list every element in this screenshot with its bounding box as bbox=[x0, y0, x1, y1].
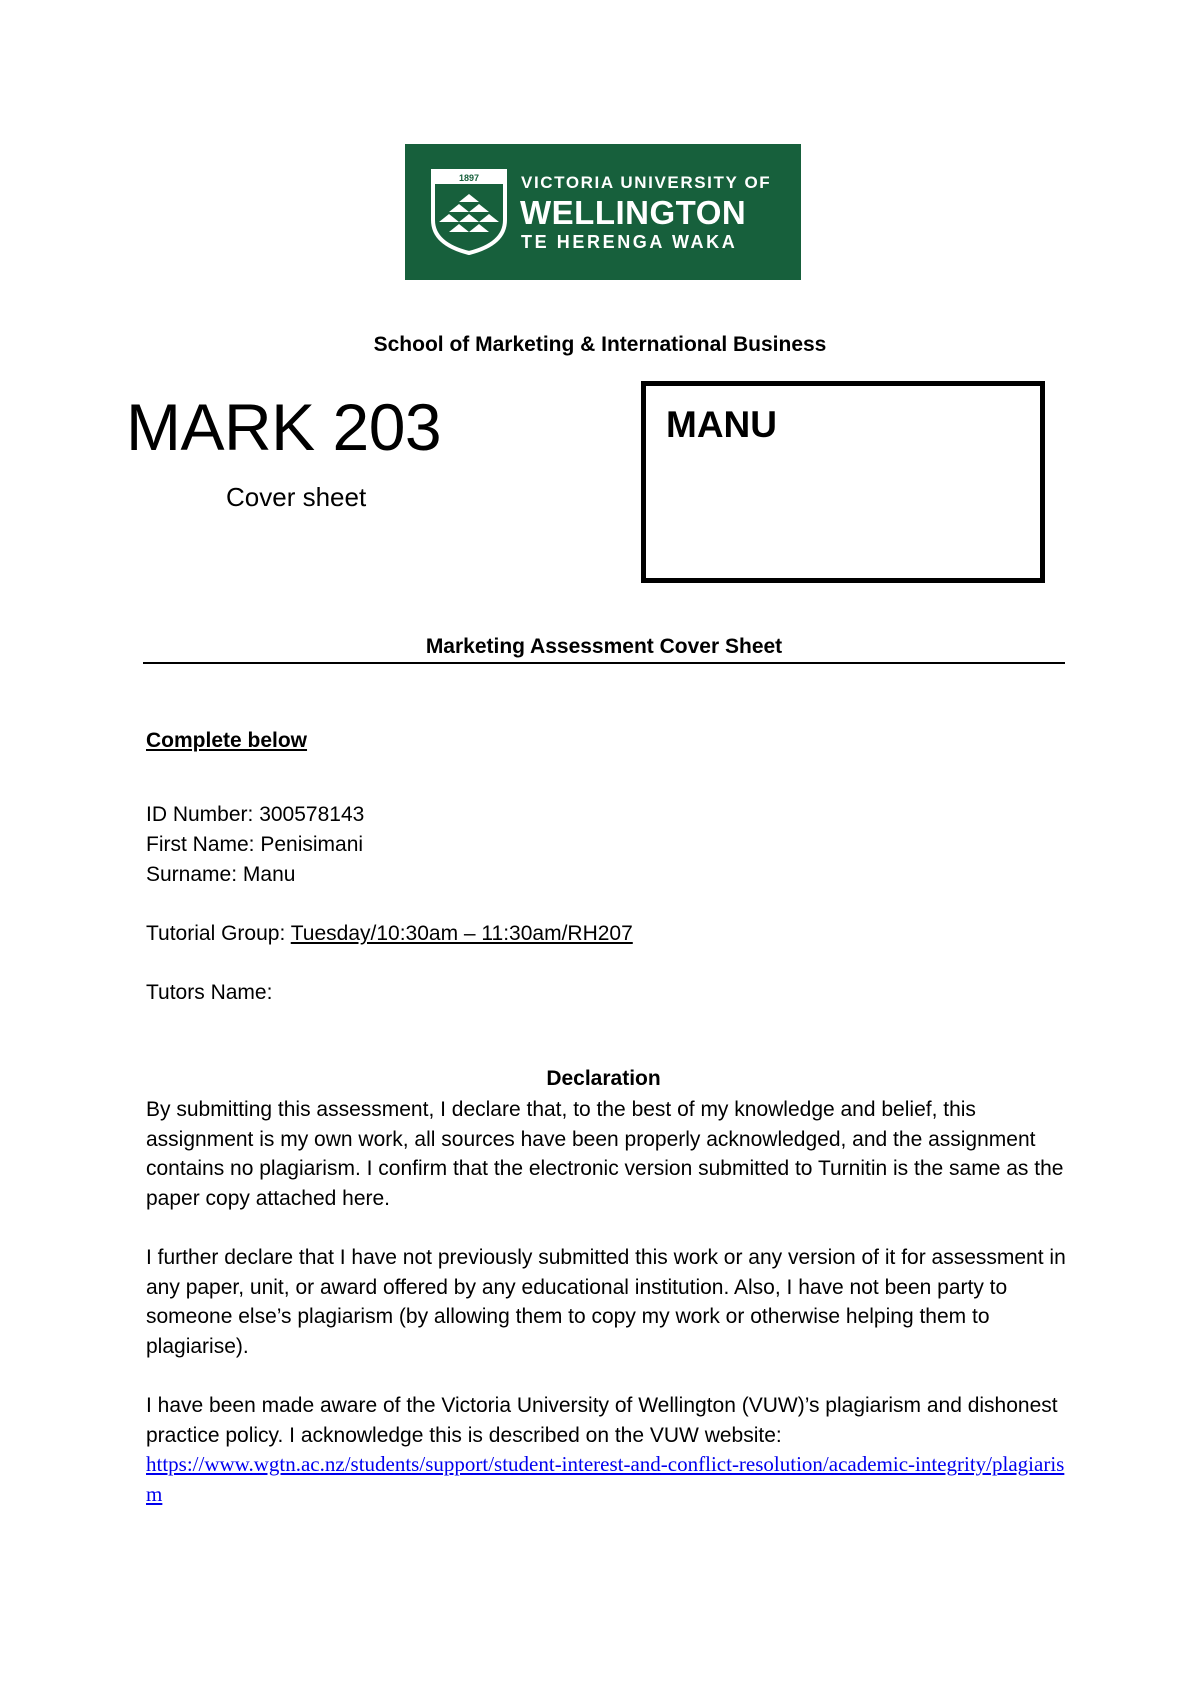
surname-value: Manu bbox=[242, 863, 296, 886]
university-logo bbox=[405, 144, 801, 280]
id-number-label: ID Number: bbox=[146, 803, 260, 826]
logo-line1: VICTORIA UNIVERSITY OF bbox=[521, 173, 772, 192]
page-heading: Marketing Assessment Cover Sheet bbox=[425, 635, 783, 658]
course-code: MARK 203 bbox=[126, 390, 442, 464]
school-name: School of Marketing & International Business bbox=[373, 333, 827, 356]
tutorial-group-value: Tuesday/10:30am – 11:30am/RH207 bbox=[290, 922, 633, 945]
first-name-value: Penisimani bbox=[260, 833, 364, 856]
declaration-title: Declaration bbox=[546, 1067, 661, 1090]
declaration-paragraph-3-text: I have been made aware of the Victoria University of Wellington (VUW)’s plagiarism and dishonest practice policy. I acknowledge this is described on the VUW website: bbox=[146, 1394, 1058, 1447]
tutorial-group-label: Tutorial Group: bbox=[146, 922, 291, 945]
id-number-value: 300578143 bbox=[259, 803, 365, 826]
logo-line2: WELLINGTON bbox=[520, 194, 747, 231]
course-subtitle: Cover sheet bbox=[226, 482, 367, 512]
heading-rule bbox=[143, 662, 1065, 664]
logo-year: 1897 bbox=[458, 173, 480, 183]
id-number-row bbox=[146, 800, 364, 830]
tutors-name-label: Tutors Name: bbox=[146, 981, 273, 1004]
tutors-name-row bbox=[146, 978, 272, 1008]
name-box bbox=[641, 381, 1045, 583]
first-name-row bbox=[146, 830, 363, 860]
surname-label: Surname: bbox=[146, 863, 243, 886]
logo-line3: TE HERENGA WAKA bbox=[521, 232, 738, 252]
tutorial-group-row bbox=[146, 919, 633, 949]
name-box-text: MANU bbox=[666, 404, 777, 445]
declaration-paragraph-2: I further declare that I have not previously submitted this work or any version of it for assessment in any paper, unit, or award offered by any educational institution. Also, I have not been party to someone else’s plagiarism (by allowing them to copy my work or otherwise helping them to plagiarise). bbox=[146, 1246, 1066, 1358]
declaration-paragraph-1: By submitting this assessment, I declare that, to the best of my knowledge and belief, this assignment is my own work, all sources have been properly acknowledged, and the assignment contains no plagiarism. I confirm that the electronic version submitted to Turnitin is the same as the paper copy attached here. bbox=[146, 1098, 1064, 1210]
surname-row bbox=[146, 860, 295, 890]
complete-below-label: Complete below bbox=[146, 729, 308, 752]
plagiarism-policy-link[interactable]: https://www.wgtn.ac.nz/students/support/student-interest-and-conflict-resolution/academic-integrity/plagiarism bbox=[146, 1452, 1065, 1506]
declaration-paragraph-3 bbox=[146, 1391, 1076, 1509]
first-name-label: First Name: bbox=[146, 833, 261, 856]
